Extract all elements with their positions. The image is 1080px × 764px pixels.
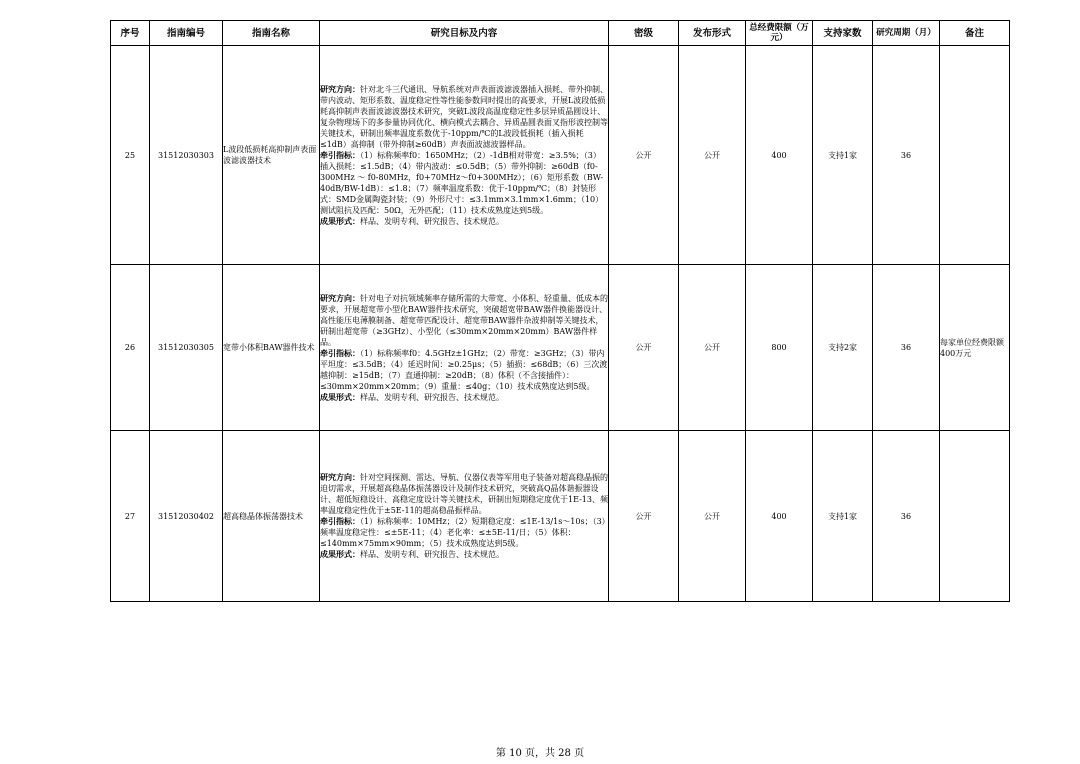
research-content — [320, 46, 609, 265]
header-cell: 序号 — [111, 21, 150, 46]
support-count: 支持2家 — [813, 265, 873, 431]
table-row — [111, 431, 1010, 602]
direction-label: 研究方向： — [320, 292, 360, 303]
publish-form: 公开 — [679, 431, 746, 602]
result-label: 成果形式： — [320, 391, 360, 402]
publish-form: 公开 — [679, 265, 746, 431]
research-content — [320, 431, 609, 602]
header-cell: 总经费限额（万元） — [746, 21, 813, 46]
support-count: 支持1家 — [813, 431, 873, 602]
secret-level: 公开 — [609, 265, 679, 431]
row-number: 26 — [111, 265, 150, 431]
secret-level: 公开 — [609, 46, 679, 265]
header-cell: 指南编号 — [150, 21, 223, 46]
header-cell: 支持家数 — [813, 21, 873, 46]
research-period: 36 — [873, 265, 940, 431]
header-cell: 发布形式 — [679, 21, 746, 46]
publish-form: 公开 — [679, 46, 746, 265]
indicator-label: 牵引指标： — [320, 516, 360, 526]
guide-code: 31512030305 — [150, 265, 223, 431]
header-cell: 密级 — [609, 21, 679, 46]
remark — [940, 431, 1010, 602]
budget-limit: 400 — [746, 431, 813, 602]
remark — [940, 46, 1010, 265]
budget-limit: 800 — [746, 265, 813, 431]
direction-text: 针对北斗三代通讯、导航系统对声表面波滤波器插入损耗、带外抑制、带内波动、矩形系数、温度稳定性等性能参数同时提出的高要求，开展L波段低损耗高抑制声表面波滤波器技术研究，突破L波段高温度稳定性多层异质晶圆设计、复杂物理场下的多参量协同优化、横向模式去耦合、异质晶圆表面叉指形波控制等关键技术，研制出频率温度系数优于-10ppm/℃的L波段低损耗（插入损耗≤1dB）高抑制（带外抑制≥60dB）声表面波滤波器样品。 — [320, 84, 608, 149]
guide-name: 宽带小体积BAW器件技术 — [223, 265, 320, 431]
header-row — [111, 21, 1010, 46]
result-label: 成果形式： — [320, 549, 360, 559]
header-cell: 指南名称 — [223, 21, 320, 46]
research-indicator — [320, 150, 608, 216]
guide-name: L波段低损耗高抑制声表面波滤波器技术 — [223, 46, 320, 265]
research-direction — [320, 293, 608, 348]
guide-name: 超高稳晶体振荡器技术 — [223, 431, 320, 602]
research-indicator — [320, 348, 608, 392]
header-cell: 研究目标及内容 — [320, 21, 609, 46]
secret-level: 公开 — [609, 431, 679, 602]
header-cell: 备注 — [940, 21, 1010, 46]
research-content — [320, 265, 609, 431]
row-number: 25 — [111, 46, 150, 265]
indicator-text: （1）标称频率f0：4.5GHz±1GHz；（2）带宽：≥3GHz；（3）带内平坦度：≤3.5dB；（4）延迟时间：≥0.25μs；（5）插损：≤68dB；（6）三次渡越抑制：≥15dB；（7）直通抑制：≥20dB；（8）体积（不含接插件）：≤30mm×20mm×20mm；（9）重量：≤40g；（10）技术成熟度达到5级。 — [320, 348, 608, 391]
direction-label: 研究方向： — [320, 83, 360, 94]
result-text: 样品、发明专利、研究报告、技术规范。 — [360, 216, 504, 226]
result-text: 样品、发明专利、研究报告、技术规范。 — [360, 392, 504, 402]
research-direction — [320, 84, 608, 150]
table-row — [111, 46, 1010, 265]
result-label: 成果形式： — [320, 215, 360, 226]
direction-text: 针对电子对抗领域频率存储所需的大带宽、小体积、轻重量、低成本的要求，开展超宽带小型化BAW器件技术研究，突破超宽带BAW器件换能器设计、高性能压电薄膜制备、超宽带匹配设计、超宽带BAW器件杂波抑制等关键技术，研制出超宽带（≥3GHz）、小型化（≤30mm×20mm×20mm）BAW器件样品。 — [320, 293, 608, 347]
indicator-text: （1）标称频率f0：1650MHz；（2）-1dB相对带宽：≥3.5%；（3）插入损耗：≤1.5dB；（4）带内波动：≤0.5dB；（5）带外抑制：≥60dB（f0-300MHz ～ f0-80MHz，f0+70MHz～f0+300MHz）；（6）矩形系数（BW-40dB/BW-1dB）：≤1.8；（7）频率温度系数：优于-10ppm/℃；（8）封装形式：SMD金属陶瓷封装；（9）外形尺寸：≤3.1mm×3.1mm×1.6mm；（10）测试阻抗及匹配：50Ω，无外匹配；（11）技术成熟度达到5级。 — [320, 150, 604, 215]
page-footer: 第 10 页，共 28 页 — [495, 748, 585, 759]
indicator-label: 牵引指标： — [320, 347, 360, 358]
direction-text: 针对空间探测、雷达、导航、仪器仪表等军用电子装备对超高稳晶振的迫切需求，开展超高稳晶体振荡器设计及制作技术研究，突破高Q晶体谐振器设计、超低短稳设计、高稳定度设计等关键技术，研制出短期稳定度优于1E-13、频率温度稳定性优于±5E-11的超高稳晶振样品。 — [320, 473, 608, 515]
table-row — [111, 265, 1010, 431]
indicator-label: 牵引指标： — [320, 149, 360, 160]
guide-code: 31512030303 — [150, 46, 223, 265]
row-number: 27 — [111, 431, 150, 602]
result-text: 样品、发明专利、研究报告、技术规范。 — [360, 550, 504, 559]
budget-limit: 400 — [746, 46, 813, 265]
indicator-text: （1）标称频率：10MHz；（2）短期稳定度：≤1E-13/1s～10s；（3）频率温度稳定性：≤±5E-11；（4）老化率：≤±5E-11/日；（5）体积：≤140mm×75mm×90mm；（5）技术成熟度达到5级。 — [320, 517, 606, 548]
research-result — [320, 216, 608, 227]
guide-table — [110, 20, 1010, 602]
research-indicator — [320, 516, 608, 549]
research-result — [320, 392, 608, 403]
support-count: 支持1家 — [813, 46, 873, 265]
direction-label: 研究方向： — [320, 472, 360, 482]
guide-code: 31512030402 — [150, 431, 223, 602]
research-result — [320, 549, 608, 560]
research-period: 36 — [873, 431, 940, 602]
research-period: 36 — [873, 46, 940, 265]
remark: 每家单位经费限额400万元 — [940, 265, 1010, 431]
header-cell: 研究周期（月） — [873, 21, 940, 46]
research-direction — [320, 472, 608, 516]
